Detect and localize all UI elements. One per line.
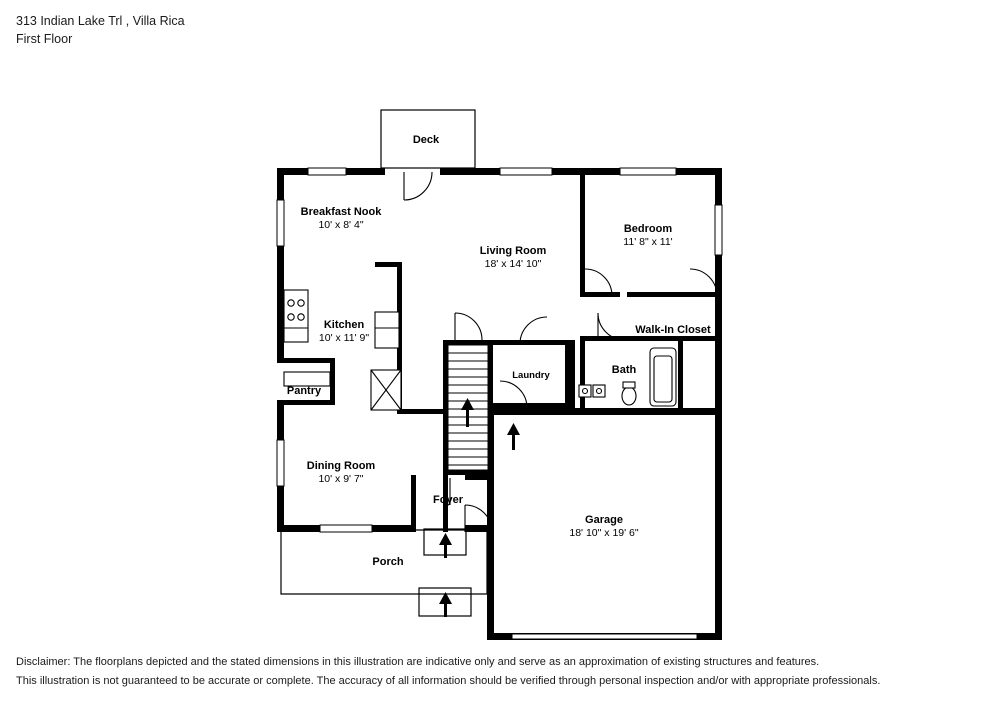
room-label: Laundry (512, 370, 550, 381)
room-label: Living Room 18' x 14' 10" (479, 245, 547, 270)
room-label: Walk-In Closet (635, 324, 711, 336)
room-label: Dining Room 10' x 9' 7" (306, 460, 376, 485)
property-address: 313 Indian Lake Trl , Villa Rica (16, 14, 185, 28)
floor-label: First Floor (16, 32, 73, 46)
room-label: Pantry (286, 385, 322, 397)
room-label: Breakfast Nook 10' x 8' 4" (300, 206, 382, 231)
room-label: Deck (412, 134, 440, 146)
room-label: Kitchen 10' x 11' 9" (318, 319, 370, 344)
room-label: Bath (611, 364, 637, 376)
room-label: Porch (372, 556, 404, 568)
disclaimer (16, 653, 976, 691)
disclaimer-line-2: This illustration is not guaranteed to be accurate or complete. The accuracy of all information should be verified through personal inspection and/or with appropriate professionals. (16, 675, 881, 687)
room-label: Foyer (433, 494, 463, 506)
room-label: Bedroom 11' 8" x 11' (623, 223, 673, 248)
room-label: Garage 18' 10" x 19' 6" (569, 514, 639, 539)
disclaimer-line-1: Disclaimer: The floorplans depicted and the stated dimensions in this illustration are indicative only and serve as an approximation of existing structures and features. (16, 656, 820, 668)
